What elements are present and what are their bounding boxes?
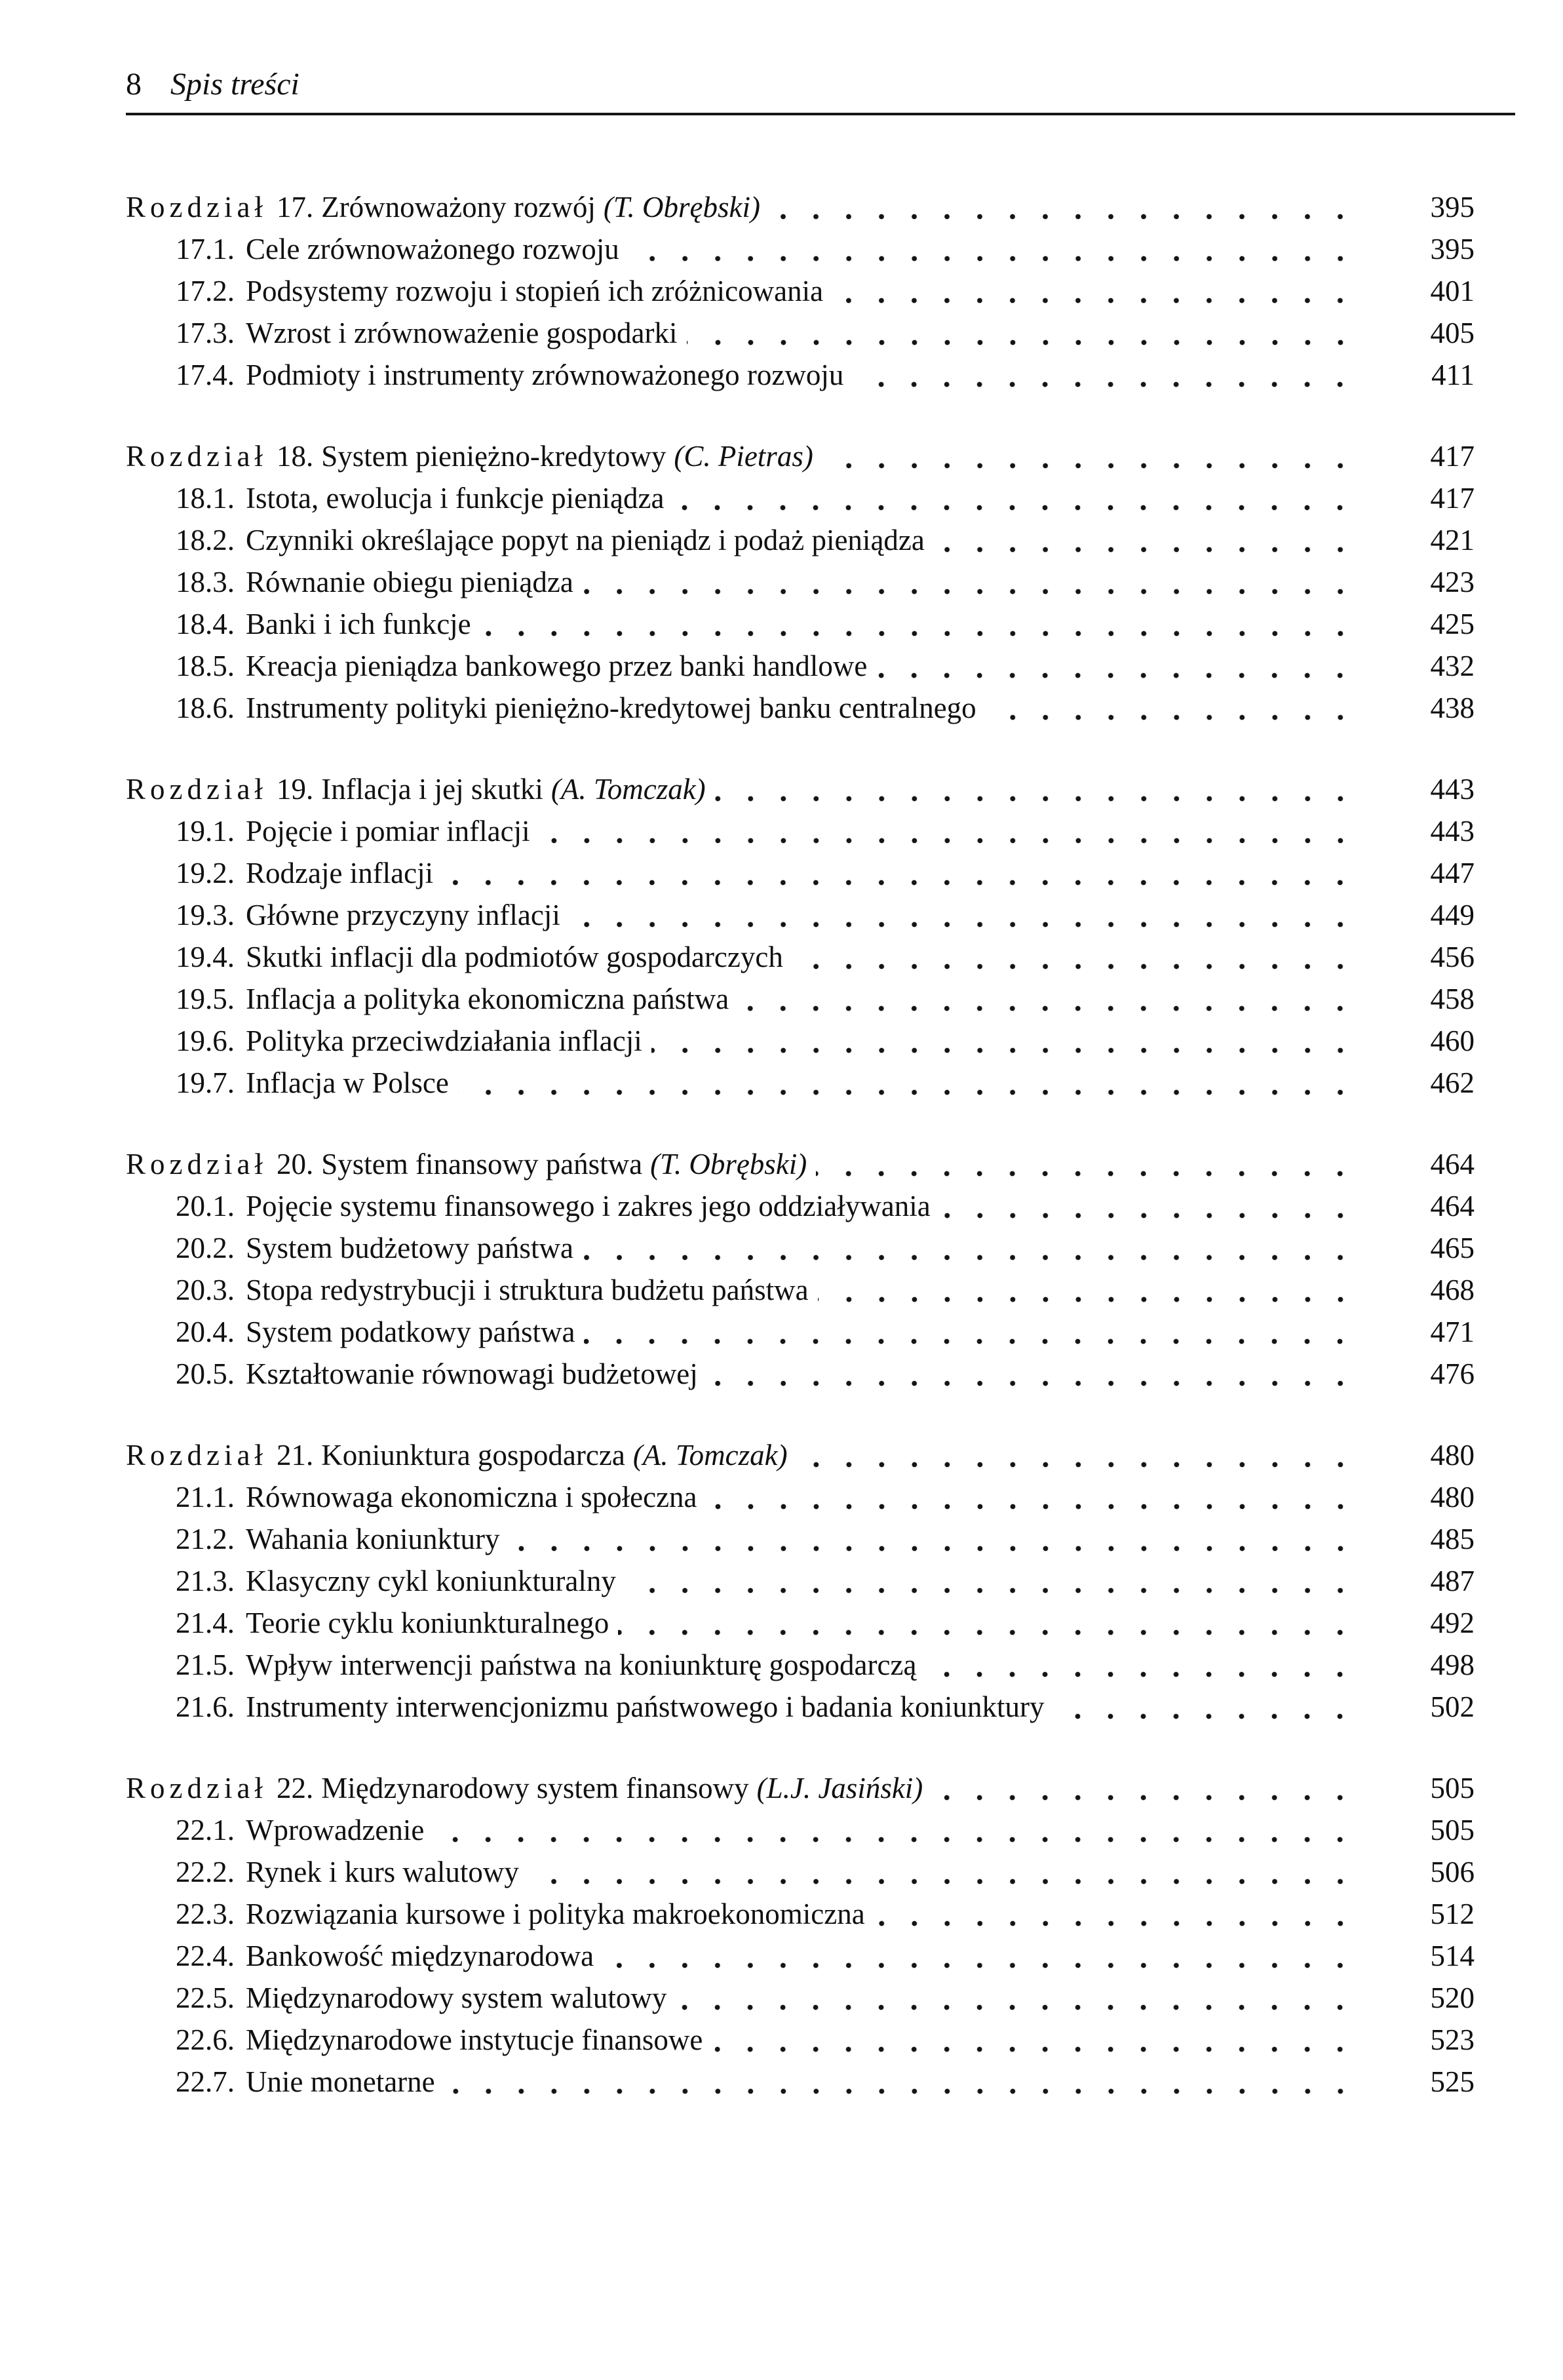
section-title: Wahania koniunktury	[246, 1523, 500, 1555]
chapter-block	[126, 1767, 1475, 2103]
section-title: Kreacja pieniądza bankowego przez banki handlowe	[246, 650, 868, 682]
section-entry-label	[176, 1851, 519, 1893]
page-number: 462	[1430, 1066, 1475, 1099]
page-number: 432	[1430, 650, 1475, 682]
section-number: 21.2.	[176, 1523, 235, 1555]
toc-section-entry	[126, 519, 1475, 561]
section-title: Inflacja w Polsce	[246, 1066, 449, 1099]
section-number: 19.4.	[176, 941, 235, 973]
page-number: 423	[1430, 566, 1475, 598]
dot-leader	[687, 312, 1362, 354]
dot-leader	[528, 1851, 1362, 1893]
section-number: 22.1.	[176, 1814, 235, 1846]
section-title: Banki i ich funkcje	[246, 608, 471, 640]
section-title: Rozwiązania kursowe i polityka makroekonomiczna	[246, 1898, 865, 1930]
dot-leader	[792, 936, 1362, 978]
toc-section-entry	[126, 1809, 1475, 1851]
page-number: 485	[1430, 1523, 1475, 1555]
dot-leader	[797, 1434, 1362, 1476]
section-number: 21.4.	[176, 1607, 235, 1639]
toc-section-entry	[126, 228, 1475, 270]
dot-leader	[1053, 1686, 1362, 1728]
page-number: 425	[1430, 608, 1475, 640]
toc-section-entry	[126, 270, 1475, 312]
dot-leader	[583, 1227, 1362, 1269]
page-number: 395	[1430, 191, 1475, 224]
section-title: Główne przyczyny inflacji	[246, 899, 560, 931]
chapter-number: 21.	[276, 1439, 314, 1472]
section-number: 20.5.	[176, 1357, 235, 1390]
section-title: System podatkowy państwa	[246, 1316, 575, 1348]
page-number: 464	[1430, 1148, 1475, 1180]
page-number: 523	[1430, 2023, 1475, 2056]
dot-leader	[569, 894, 1362, 936]
section-number: 22.5.	[176, 1981, 235, 2014]
page-number: 449	[1430, 899, 1475, 931]
section-title: Rodzaje inflacji	[246, 857, 434, 889]
section-entry-label	[176, 1518, 500, 1560]
section-title: Podsystemy rozwoju i stopień ich zróżnicowania	[246, 275, 824, 307]
page-number: 456	[1430, 941, 1475, 973]
chapter-entry-label	[126, 435, 813, 477]
dot-leader	[940, 1185, 1362, 1227]
dot-leader	[673, 477, 1362, 519]
page-number: 417	[1430, 482, 1475, 515]
section-entry-label	[176, 810, 530, 852]
dot-leader	[676, 1977, 1362, 2019]
section-number: 21.3.	[176, 1565, 235, 1597]
toc-section-entry	[126, 1062, 1475, 1104]
dot-leader	[444, 2061, 1362, 2103]
section-title: Wzrost i zrównoważenie gospodarki	[246, 317, 678, 349]
toc-section-entry	[126, 645, 1475, 687]
toc-section-entry	[126, 1560, 1475, 1602]
chapter-number: 18.	[276, 440, 314, 473]
page-number: 458	[1430, 983, 1475, 1015]
dot-leader	[480, 603, 1362, 645]
section-entry-label	[176, 1476, 697, 1518]
section-number: 22.3.	[176, 1898, 235, 1930]
section-title: Skutki inflacji dla podmiotów gospodarczych	[246, 941, 783, 973]
toc-section-entry	[126, 1686, 1475, 1728]
dot-leader	[853, 354, 1362, 396]
toc-section-entry	[126, 810, 1475, 852]
section-title: Inflacja a polityka ekonomiczna państwa	[246, 983, 729, 1015]
toc-list	[126, 186, 1475, 2103]
toc-section-entry	[126, 1185, 1475, 1227]
page-number: 401	[1430, 275, 1475, 307]
page-number: 502	[1430, 1690, 1475, 1723]
page-number: 447	[1430, 857, 1475, 889]
chapter-block	[126, 186, 1475, 396]
section-number: 19.1.	[176, 815, 235, 848]
header-title: Spis treści	[170, 67, 299, 102]
dot-leader	[583, 561, 1362, 603]
section-title: Wpływ interwencji państwa na koniunkturę gospodarczą	[246, 1648, 917, 1681]
page-number: 525	[1430, 2065, 1475, 2098]
page-number: 480	[1430, 1481, 1475, 1513]
chapter-word: Rozdział	[126, 1772, 267, 1805]
section-title: Pojęcie systemu finansowego i zakres jego oddziaływania	[246, 1190, 931, 1222]
page-number: 476	[1430, 1357, 1475, 1390]
chapter-title: Zrównoważony rozwój	[321, 191, 596, 224]
section-entry-label	[176, 1353, 698, 1395]
page-number: 405	[1430, 317, 1475, 349]
dot-leader	[816, 1143, 1362, 1185]
page-number: 417	[1430, 440, 1475, 473]
section-title: Istota, ewolucja i funkcje pieniądza	[246, 482, 665, 515]
section-number: 18.4.	[176, 608, 235, 640]
chapter-author: (L.J. Jasiński)	[756, 1772, 923, 1805]
dot-leader	[769, 186, 1362, 228]
header-rule	[126, 113, 1515, 115]
section-number: 17.2.	[176, 275, 235, 307]
section-entry-label	[176, 477, 664, 519]
toc-section-entry	[126, 936, 1475, 978]
toc-chapter-entry	[126, 1143, 1475, 1185]
chapter-author: (A. Tomczak)	[550, 773, 706, 806]
section-title: Wprowadzenie	[246, 1814, 425, 1846]
section-number: 20.1.	[176, 1190, 235, 1222]
section-entry-label	[176, 1644, 916, 1686]
chapter-entry-label	[126, 1434, 788, 1476]
section-entry-label	[176, 312, 678, 354]
section-title: Unie monetarne	[246, 2065, 435, 2098]
page-number: 438	[1430, 692, 1475, 724]
section-entry-label	[176, 978, 729, 1020]
toc-chapter-entry	[126, 768, 1475, 810]
section-number: 22.2.	[176, 1856, 235, 1888]
page-number: 505	[1430, 1814, 1475, 1846]
section-title: Klasyczny cykl koniunkturalny	[246, 1565, 616, 1597]
chapter-author: (T. Obrębski)	[603, 191, 760, 224]
section-entry-label	[176, 645, 867, 687]
page-number: 465	[1430, 1232, 1475, 1264]
toc-section-entry	[126, 978, 1475, 1020]
section-entry-label	[176, 936, 783, 978]
page-number: 464	[1430, 1190, 1475, 1222]
dot-leader	[822, 435, 1362, 477]
page-number: 421	[1430, 524, 1475, 556]
section-number: 22.6.	[176, 2023, 235, 2056]
dot-leader	[584, 1311, 1362, 1353]
dot-leader	[715, 768, 1362, 810]
section-entry-label	[176, 1185, 931, 1227]
dot-leader	[539, 810, 1362, 852]
section-title: Kształtowanie równowagi budżetowej	[246, 1357, 698, 1390]
section-number: 22.7.	[176, 2065, 235, 2098]
section-entry-label	[176, 1020, 642, 1062]
page-number: 492	[1430, 1607, 1475, 1639]
chapter-entry-label	[126, 1143, 807, 1185]
toc-section-entry	[126, 312, 1475, 354]
dot-leader	[442, 852, 1362, 894]
toc-section-entry	[126, 1311, 1475, 1353]
section-entry-label	[176, 1809, 424, 1851]
toc-section-entry	[126, 561, 1475, 603]
section-entry-label	[176, 1227, 573, 1269]
page-number: 395	[1430, 233, 1475, 265]
section-number: 19.2.	[176, 857, 235, 889]
chapter-entry-label	[126, 1767, 923, 1809]
section-number: 20.2.	[176, 1232, 235, 1264]
section-title: Równanie obiegu pieniądza	[246, 566, 573, 598]
section-entry-label	[176, 2061, 435, 2103]
section-entry-label	[176, 1935, 594, 1977]
section-number: 17.4.	[176, 359, 235, 391]
chapter-block	[126, 435, 1475, 729]
chapter-author: (T. Obrębski)	[650, 1148, 807, 1180]
dot-leader	[832, 270, 1362, 312]
page-number: 480	[1430, 1439, 1475, 1472]
page-number: 505	[1430, 1772, 1475, 1805]
dot-leader	[603, 1935, 1362, 1977]
dot-leader	[986, 687, 1362, 729]
section-number: 18.5.	[176, 650, 235, 682]
page-number: 498	[1430, 1648, 1475, 1681]
chapter-entry-label	[126, 768, 706, 810]
toc-section-entry	[126, 852, 1475, 894]
section-entry-label	[176, 603, 471, 645]
chapter-word: Rozdział	[126, 191, 267, 224]
chapter-number: 19.	[276, 773, 314, 806]
toc-section-entry	[126, 1977, 1475, 2019]
section-title: Międzynarodowe instytucje finansowe	[246, 2023, 703, 2056]
section-title: Rynek i kurs walutowy	[246, 1856, 519, 1888]
section-entry-label	[176, 1893, 865, 1935]
section-entry-label	[176, 2019, 703, 2061]
page-number: 443	[1430, 815, 1475, 848]
page-header	[126, 64, 1475, 105]
section-title: Instrumenty polityki pieniężno-kredytowej banku centralnego	[246, 692, 976, 724]
chapter-title: System pieniężno-kredytowy	[321, 440, 666, 473]
dot-leader	[932, 1767, 1362, 1809]
chapter-number: 17.	[276, 191, 314, 224]
section-entry-label	[176, 519, 925, 561]
dot-leader	[509, 1518, 1362, 1560]
section-number: 21.5.	[176, 1648, 235, 1681]
chapter-title: Międzynarodowy system finansowy	[321, 1772, 749, 1805]
section-number: 17.1.	[176, 233, 235, 265]
chapter-title: System finansowy państwa	[321, 1148, 643, 1180]
section-entry-label	[176, 561, 573, 603]
toc-section-entry	[126, 1518, 1475, 1560]
section-number: 20.3.	[176, 1274, 235, 1306]
page-number: 460	[1430, 1024, 1475, 1057]
dot-leader	[738, 978, 1362, 1020]
section-title: Równowaga ekonomiczna i społeczna	[246, 1481, 697, 1513]
section-entry-label	[176, 1686, 1044, 1728]
section-entry-label	[176, 228, 619, 270]
chapter-word: Rozdział	[126, 1439, 267, 1472]
section-title: Teorie cyklu koniunkturalnego	[246, 1607, 609, 1639]
toc-section-entry	[126, 1476, 1475, 1518]
chapter-entry-label	[126, 186, 760, 228]
toc-section-entry	[126, 477, 1475, 519]
section-entry-label	[176, 270, 823, 312]
chapter-word: Rozdział	[126, 440, 267, 473]
section-entry-label	[176, 1977, 666, 2019]
section-title: Czynniki określające popyt na pieniądz i podaż pieniądza	[246, 524, 925, 556]
chapter-word: Rozdział	[126, 773, 267, 806]
section-number: 19.6.	[176, 1024, 235, 1057]
chapter-number: 22.	[276, 1772, 314, 1805]
dot-leader	[925, 1644, 1362, 1686]
section-number: 19.7.	[176, 1066, 235, 1099]
page-number: 411	[1431, 359, 1475, 391]
dot-leader	[618, 1602, 1362, 1644]
section-number: 18.2.	[176, 524, 235, 556]
page-number: 506	[1430, 1856, 1475, 1888]
toc-chapter-entry	[126, 1767, 1475, 1809]
dot-leader	[707, 1353, 1362, 1395]
chapter-author: (A. Tomczak)	[632, 1439, 788, 1472]
chapter-block	[126, 768, 1475, 1104]
page-number: 520	[1430, 1981, 1475, 2014]
section-entry-label	[176, 1269, 809, 1311]
toc-section-entry	[126, 1227, 1475, 1269]
section-number: 21.6.	[176, 1690, 235, 1723]
chapter-title: Koniunktura gospodarcza	[321, 1439, 625, 1472]
toc-section-entry	[126, 894, 1475, 936]
chapter-block	[126, 1434, 1475, 1728]
dot-leader	[625, 1560, 1362, 1602]
dot-leader	[651, 1020, 1362, 1062]
toc-section-entry	[126, 1020, 1475, 1062]
section-entry-label	[176, 1311, 575, 1353]
section-title: Bankowość międzynarodowa	[246, 1940, 594, 1972]
section-number: 18.3.	[176, 566, 235, 598]
toc-section-entry	[126, 1851, 1475, 1893]
toc-section-entry	[126, 1893, 1475, 1935]
toc-chapter-entry	[126, 435, 1475, 477]
section-entry-label	[176, 894, 560, 936]
dot-leader	[706, 1476, 1362, 1518]
chapter-block	[126, 1143, 1475, 1395]
chapter-number: 20.	[276, 1148, 314, 1180]
toc-section-entry	[126, 354, 1475, 396]
header-page-number: 8	[126, 67, 142, 102]
section-number: 20.4.	[176, 1316, 235, 1348]
section-title: Polityka przeciwdziałania inflacji	[246, 1024, 642, 1057]
toc-section-entry	[126, 603, 1475, 645]
toc-chapter-entry	[126, 186, 1475, 228]
section-entry-label	[176, 1602, 609, 1644]
section-number: 18.1.	[176, 482, 235, 515]
section-number: 21.1.	[176, 1481, 235, 1513]
chapter-title: Inflacja i jej skutki	[321, 773, 543, 806]
section-number: 22.4.	[176, 1940, 235, 1972]
toc-section-entry	[126, 2061, 1475, 2103]
section-title: Podmioty i instrumenty zrównoważonego rozwoju	[246, 359, 844, 391]
dot-leader	[433, 1809, 1362, 1851]
dot-leader	[874, 1893, 1362, 1935]
chapter-word: Rozdział	[126, 1148, 267, 1180]
section-title: Cele zrównoważonego rozwoju	[246, 233, 619, 265]
section-entry-label	[176, 852, 433, 894]
section-title: Międzynarodowy system walutowy	[246, 1981, 667, 2014]
toc-section-entry	[126, 687, 1475, 729]
section-entry-label	[176, 687, 976, 729]
toc-section-entry	[126, 1269, 1475, 1311]
page-number: 514	[1430, 1940, 1475, 1972]
chapter-author: (C. Pietras)	[674, 440, 813, 473]
toc-section-entry	[126, 2019, 1475, 2061]
dot-leader	[876, 645, 1362, 687]
page-number: 471	[1430, 1316, 1475, 1348]
dot-leader	[818, 1269, 1362, 1311]
section-number: 17.3.	[176, 317, 235, 349]
page-number: 443	[1430, 773, 1475, 806]
section-title: Stopa redystrybucji i struktura budżetu państwa	[246, 1274, 809, 1306]
section-number: 19.5.	[176, 983, 235, 1015]
dot-leader	[934, 519, 1362, 561]
section-title: Pojęcie i pomiar inflacji	[246, 815, 530, 848]
toc-section-entry	[126, 1353, 1475, 1395]
section-number: 19.3.	[176, 899, 235, 931]
toc-section-entry	[126, 1644, 1475, 1686]
section-entry-label	[176, 1062, 449, 1104]
page-number: 512	[1430, 1898, 1475, 1930]
dot-leader	[458, 1062, 1362, 1104]
section-number: 18.6.	[176, 692, 235, 724]
page-number: 487	[1430, 1565, 1475, 1597]
dot-leader	[712, 2019, 1362, 2061]
toc-section-entry	[126, 1935, 1475, 1977]
section-entry-label	[176, 354, 843, 396]
toc-chapter-entry	[126, 1434, 1475, 1476]
page-number: 468	[1430, 1274, 1475, 1306]
toc-section-entry	[126, 1602, 1475, 1644]
section-title: System budżetowy państwa	[246, 1232, 573, 1264]
section-title: Instrumenty interwencjonizmu państwowego i badania koniunktury	[246, 1690, 1045, 1723]
dot-leader	[628, 228, 1362, 270]
section-entry-label	[176, 1560, 616, 1602]
